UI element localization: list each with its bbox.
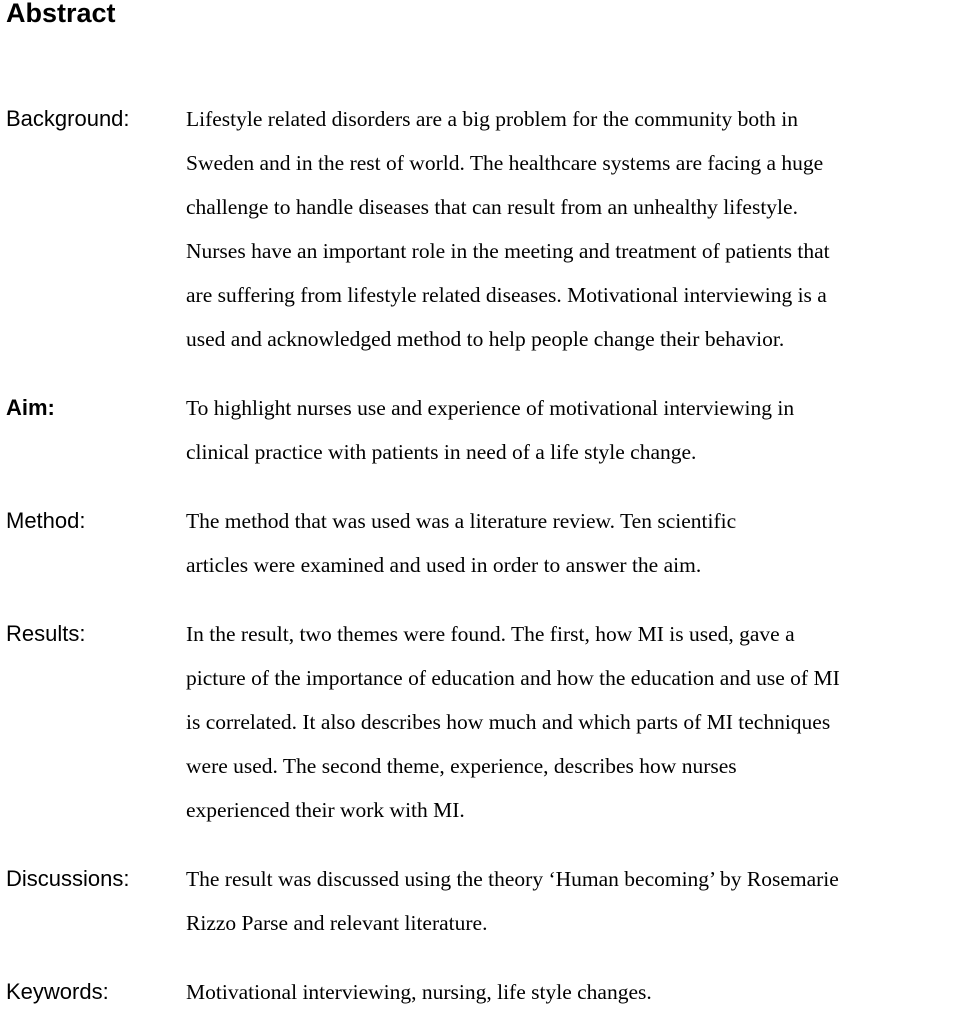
body-line: The result was discussed using the theory ‘Human becoming’ by Rosemarie xyxy=(186,867,839,891)
body-line: Nurses have an important role in the meeting and treatment of patients that xyxy=(186,239,830,263)
body-line: were used. The second theme, experience, describes how nurses xyxy=(186,754,737,778)
body-line: Sweden and in the rest of world. The healthcare systems are facing a huge xyxy=(186,151,824,175)
body-line: Rizzo Parse and relevant literature. xyxy=(186,911,488,935)
section-label-aim: Aim: xyxy=(6,395,55,420)
body-line: clinical practice with patients in need of a life style change. xyxy=(186,440,697,464)
section-label-method: Method: xyxy=(6,508,86,533)
body-line: To highlight nurses use and experience of motivational interviewing in xyxy=(186,396,795,420)
body-line: challenge to handle diseases that can result from an unhealthy lifestyle. xyxy=(186,195,798,219)
body-line: Motivational interviewing, nursing, life style changes. xyxy=(186,980,652,1004)
section-body-aim xyxy=(186,386,960,474)
body-line: used and acknowledged method to help people change their behavior. xyxy=(186,327,785,351)
page-title: Abstract xyxy=(6,0,116,28)
body-line: articles were examined and used in order to answer the aim. xyxy=(186,553,702,577)
section-body-discussions xyxy=(186,857,960,945)
section-label-results: Results: xyxy=(6,621,86,646)
body-line: are suffering from lifestyle related diseases. Motivational interviewing is a xyxy=(186,283,827,307)
section-body-method xyxy=(186,499,960,587)
body-line: Lifestyle related disorders are a big problem for the community both in xyxy=(186,107,798,131)
section-label-discussions: Discussions: xyxy=(6,866,130,891)
section-body-background xyxy=(186,97,960,361)
section-body-keywords xyxy=(186,970,960,1014)
body-line: In the result, two themes were found. The first, how MI is used, gave a xyxy=(186,622,795,646)
body-line: The method that was used was a literature review. Ten scientific xyxy=(186,509,737,533)
body-line: picture of the importance of education and how the education and use of MI xyxy=(186,666,840,690)
section-body-results xyxy=(186,612,960,832)
section-label-background: Background: xyxy=(6,106,130,131)
section-label-keywords: Keywords: xyxy=(6,979,109,1004)
body-line: experienced their work with MI. xyxy=(186,798,465,822)
body-line: is correlated. It also describes how much and which parts of MI techniques xyxy=(186,710,831,734)
